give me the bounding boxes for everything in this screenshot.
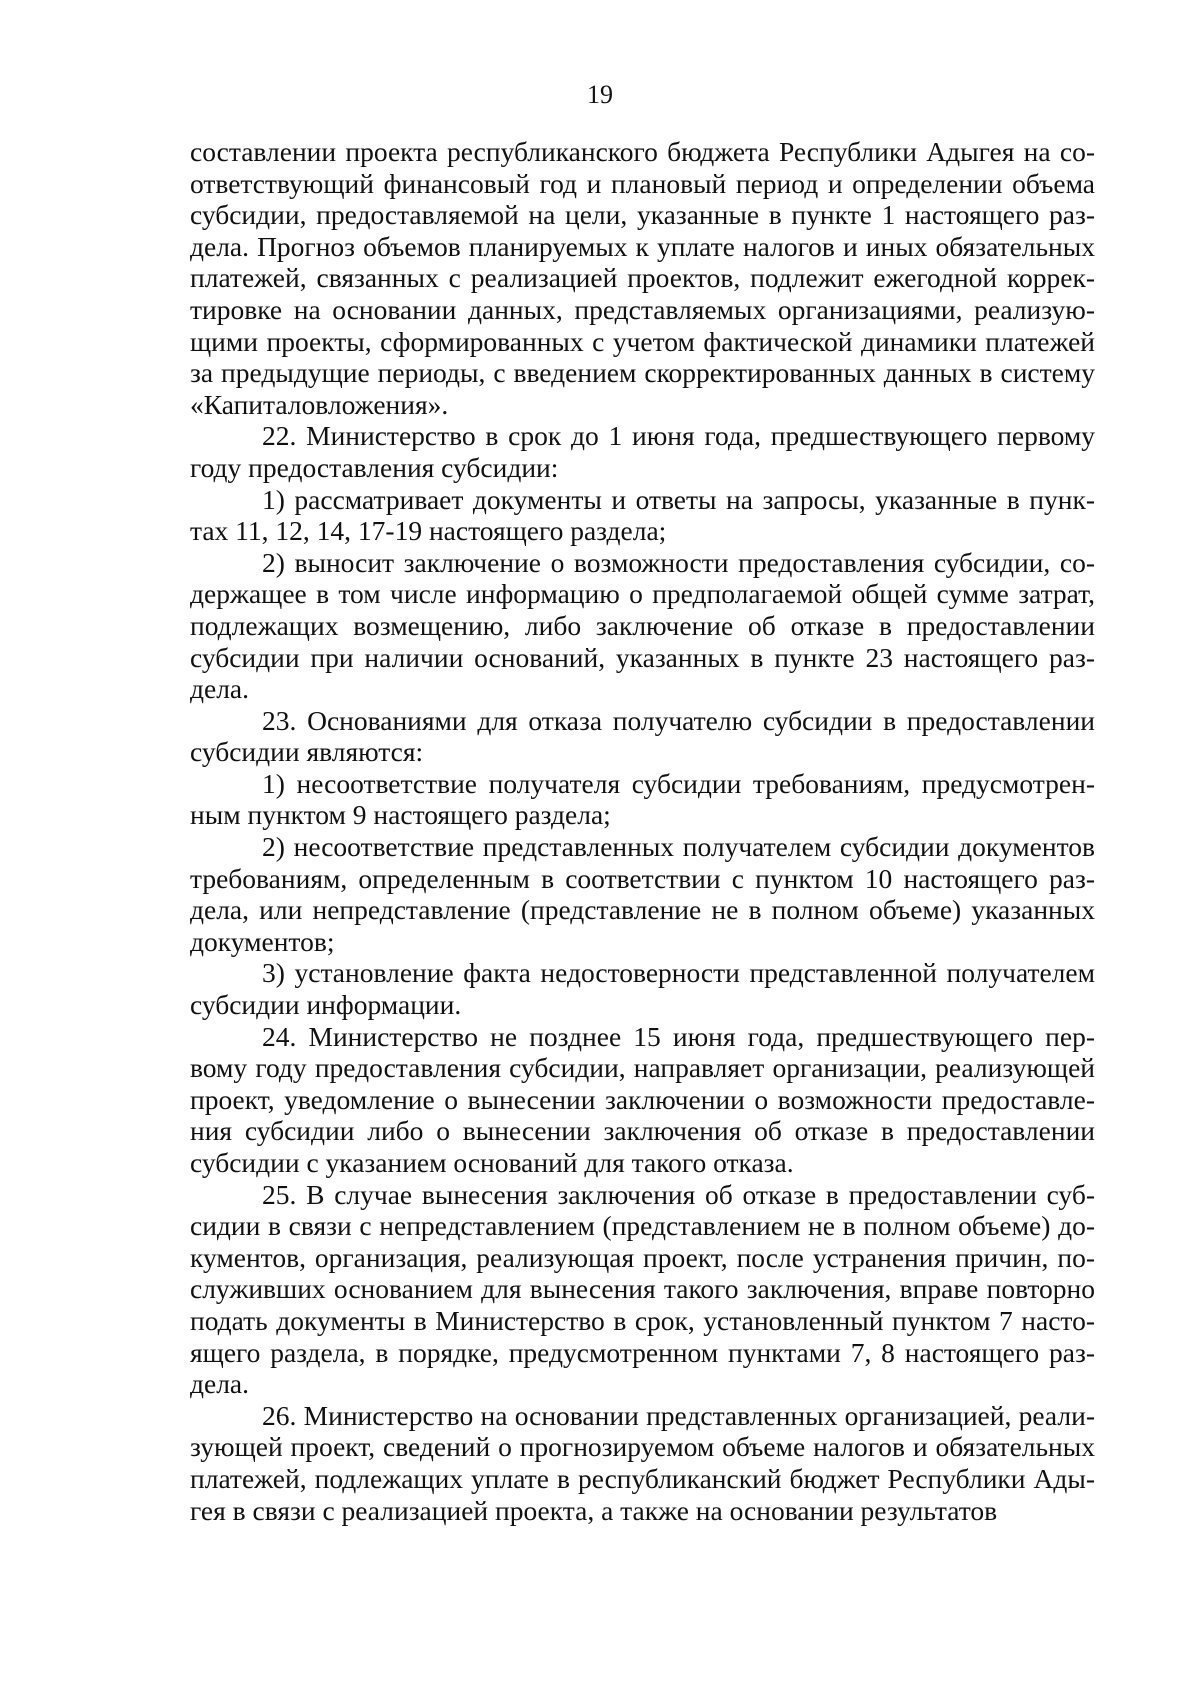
paragraph-item-22: 22. Министерство в срок до 1 июня года, предшествующего первому году предоставления субсидии: (190, 420, 1095, 483)
paragraph-item-22-2: 2) выносит заключение о возможности предоставления субсидии, содержащее в том числе информацию о предполагаемой общей сумме затрат, подлежащих возмещению, либо заключение об отказе в предоставлении субсидии при наличии оснований, указанных в пункте 23 настоящего раздела. (190, 546, 1095, 705)
paragraph-item-26: 26. Министерство на основании представленных организацией, реализующей проект, сведений о прогнозируемом объеме налогов и обязательных платежей, подлежащих уплате в республиканский бюджет Республики Адыгея в связи с реализацией проекта, а также на основании результатов (190, 1399, 1095, 1526)
paragraph-item-23-2: 2) несоответствие представленных получателем субсидии документов требованиям, определенным в соответствии с пунктом 10 настоящего раздела, или непредставление (представление не в полном объеме) указанных документов; (190, 831, 1095, 957)
paragraph-item-23-3: 3) установление факта недостоверности представленной получателем субсидии информации. (190, 957, 1095, 1021)
paragraph-item-25: 25. В случае вынесения заключения об отказе в предоставлении субсидии в связи с непредставлением (представлением не в полном объеме) документов, организация, реализующая проект, после устранения причин, послуживших основанием для вынесения такого заключения, вправе повторно подать документы в Министерство в срок, установленный пунктом 7 настоящего раздела, в порядке, предусмотренном пунктами 7, 8 настоящего раздела. (190, 1178, 1095, 1400)
document-body (190, 136, 1095, 1526)
paragraph-item-23: 23. Основаниями для отказа получателю субсидии в предоставлении субсидии являются: (190, 704, 1095, 768)
paragraph-1: составлении проекта республиканского бюджета Республики Адыгея на соответствующий финансовый год и плановый период и определении объема субсидии, предоставляемой на цели, указанные в пункте 1 настоящего раздела. Прогноз объемов планируемых к уплате налогов и иных обязательных платежей, связанных с реализацией проектов, подлежит ежегодной корректировке на основании данных, представляемых организациями, реализующими проекты, сформированных с учетом фактической динамики платежей за предыдущие периоды, с введением скорректированных данных в систему «Капиталовложения». (190, 136, 1095, 420)
page-number: 19 (587, 80, 613, 109)
paragraph-item-24: 24. Министерство не позднее 15 июня года, предшествующего первому году предоставления субсидии, направляет организации, реализующей проект, уведомление о вынесении заключении о возможности предоставления субсидии либо о вынесении заключения об отказе в предоставлении субсидии с указанием оснований для такого отказа. (190, 1020, 1095, 1178)
paragraph-item-22-1: 1) рассматривает документы и ответы на запросы, указанные в пунктах 11, 12, 14, 17-19 настоящего раздела; (190, 483, 1095, 547)
paragraph-item-23-1: 1) несоответствие получателя субсидии требованиям, предусмотренным пунктом 9 настоящего раздела; (190, 767, 1095, 831)
